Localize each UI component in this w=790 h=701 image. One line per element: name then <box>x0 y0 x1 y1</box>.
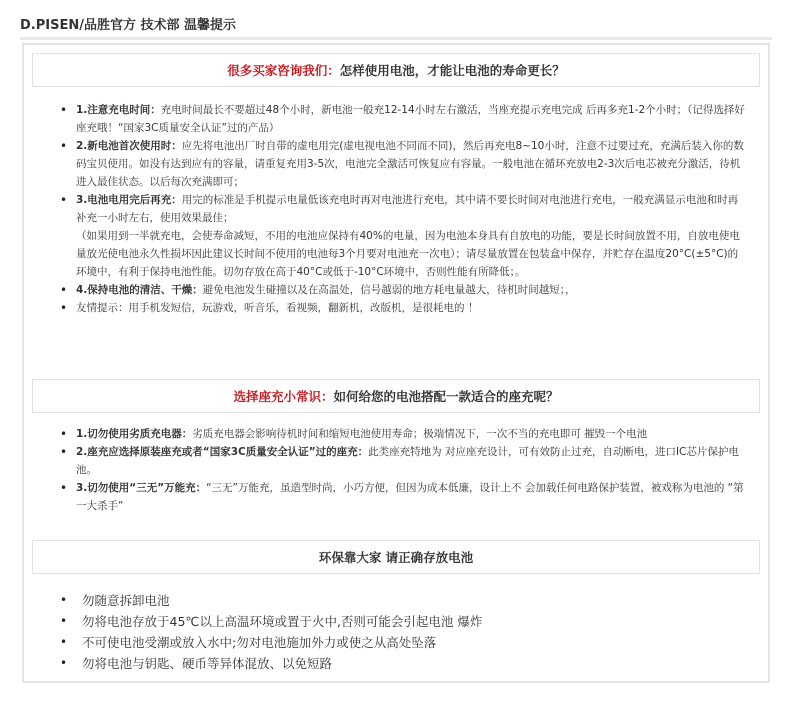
section3-list <box>60 590 748 674</box>
list-item <box>60 101 748 137</box>
content-panel <box>22 43 770 683</box>
section1-title <box>32 53 760 87</box>
item-heading: 1.切勿使用劣质充电器： <box>76 428 193 440</box>
item-heading: 3.电池电用完后再充： <box>76 194 182 206</box>
item-heading: 3.切勿使用“三无”万能充： <box>76 482 207 494</box>
page-header: D.PISEN/品胜官方 技术部 温馨提示 <box>20 18 237 33</box>
list-item <box>60 299 748 317</box>
item-text: 应先将电池出厂时自带的虚电用完(虚电视电池不同而不同)，然后再充电8~10小时，注意不过要过充，充满后装入你的数码宝贝使用。如没有达到应有的容量，请重复充用3-5次，电池完全激活可恢复应有容量。一般电池在循环充放电2-3次后电芯被充分激活，待机进入最佳状态。以后每次充满即可； <box>76 140 744 188</box>
section2-title-text: 如何给您的电池搭配一款适合的座充呢？ <box>333 389 559 404</box>
section2-list <box>60 425 748 515</box>
section1-list <box>60 101 748 317</box>
item-heading: 2.座充应选择原装座充或者“国家3C质量安全认证”过的座充： <box>76 446 369 458</box>
item-text: 此类座充特地为 对应座充设计，可有效防止过充，自动断电，进口IC芯片保护电池。 <box>76 446 739 476</box>
list-item <box>60 191 748 227</box>
section3-title <box>32 540 760 574</box>
list-item <box>60 443 748 479</box>
section3-title-text: 环保靠大家 请正确存放电池 <box>318 550 474 565</box>
list-item <box>60 425 748 443</box>
item-text: 用完的标准是手机提示电量低该充电时再对电池进行充电，其中请不要长时间对电池进行充电，一般充满显示电池和时再补充一小时左右，使用效果最佳； <box>76 194 739 224</box>
list-item: • 勿随意拆卸电池 <box>60 590 748 611</box>
list-item: • 勿将电池存放于45℃以上高温环境或置于火中,否则可能会引起电池 爆炸 <box>60 611 748 632</box>
item-heading: 1.注意充电时间： <box>76 104 161 116</box>
item-heading: 2.新电池首次使用时： <box>76 140 182 152</box>
list-item: • 不可使电池受潮或放入水中;勿对电池施加外力或使之从高处坠落 <box>60 632 748 653</box>
item-heading: 4.保持电池的清洁、干燥： <box>76 284 203 296</box>
item-text: “三无”万能充，虽造型时尚，小巧方便，但因为成本低廉，设计上不 会加载任何电路保护装置，被戏称为电池的 “第一大杀手” <box>76 482 744 512</box>
item-text: 劣质充电器会影响待机时间和缩短电池使用寿命；极端情况下，一次不当的充电即可 摧毁一个电池 <box>192 428 648 440</box>
section2-title-highlight: 选择座充小常识： <box>233 389 334 404</box>
section1-title-highlight: 很多买家咨询我们： <box>227 63 340 78</box>
section1-title-text: 怎样使用电池，才能让电池的寿命更长？ <box>339 63 565 78</box>
list-item <box>60 281 748 299</box>
header-divider <box>20 37 772 40</box>
item-text: 避免电池发生碰撞以及在高温处，信号越弱的地方耗电量越大，待机时间越短；， <box>202 284 576 296</box>
item-text: （如果用到一半就充电，会使寿命减短，不用的电池应保持有40%的电量，因为电池本身具有自放电的功能，要是长时间放置不用，自放电使电量放光使电池永久性损坏因此建议长时间不使用的电池每3个月要对电池充一次电）；请尽量放置在包装盒中保存，并贮存在温度20°C(±5°C)的环境中，有利于保持电池性能。切勿存放在高于40°C或低于-10°C环境中，否则性能有所降低；。 <box>76 230 740 278</box>
list-item <box>60 137 748 191</box>
list-item <box>60 479 748 515</box>
list-item-continued <box>60 227 748 281</box>
item-text: 友情提示：用手机发短信，玩游戏，听音乐，看视频，翻新机，改版机，是很耗电的 ！ <box>76 302 479 314</box>
section2-title <box>32 379 760 413</box>
item-text: 充电时间最长不要超过48个小时，新电池一般充12-14小时左右激活，当座充提示充电完成 后再多充1-2个小时；（记得选择好座充哦！“国家3C质量安全认证”过的产品） <box>76 104 745 134</box>
list-item: • 勿将电池与钥匙、硬币等异体混放、以免短路 <box>60 653 748 674</box>
